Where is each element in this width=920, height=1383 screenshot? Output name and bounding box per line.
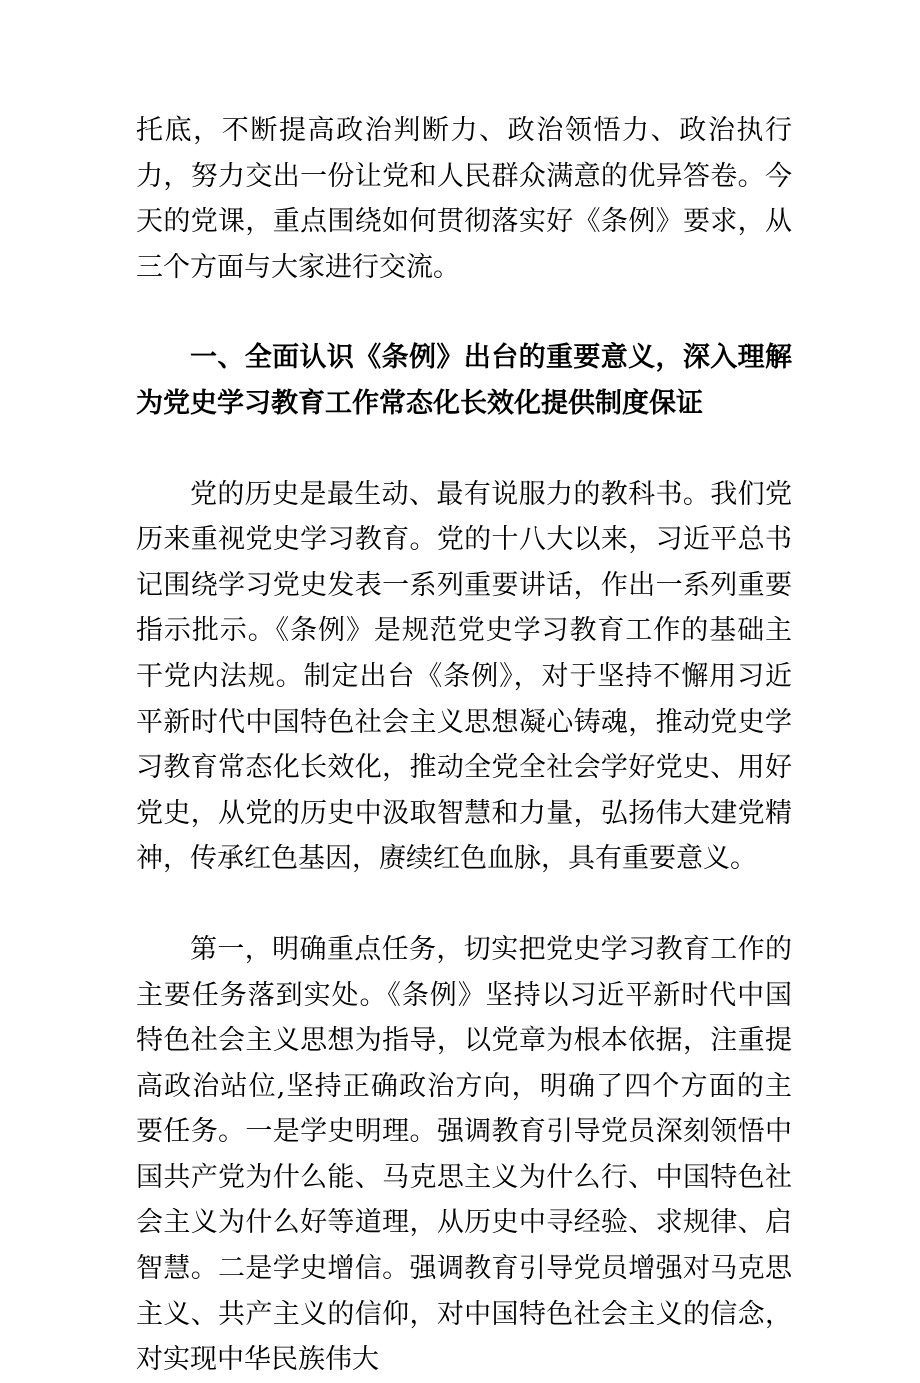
section-heading: 一、全面认识《条例》出台的重要意义，深入理解为党史学习教育工作常态化长效化提供制度保证 — [136, 342, 792, 419]
document-page — [136, 108, 792, 1383]
body-paragraph: 党的历史是最生动、最有说服力的教科书。我们党历来重视党史学习教育。党的十八大以来，习近平总书记围绕学习党史发表一系列重要讲话，作出一系列重要指示批示。《条例》是规范党史学习教育工作的基础主干党内法规。制定出台《条例》，对于坚持不懈用习近平新时代中国特色社会主义思想凝心铸魂，推动党史学习教育常态化长效化，推动全党全社会学好党史、用好党史，从党的历史中汲取智慧和力量，弘扬伟大建党精神，传承红色基因，赓续红色血脉，具有重要意义。 — [136, 478, 792, 875]
body-paragraph: 托底，不断提高政治判断力、政治领悟力、政治执行力，努力交出一份让党和人民群众满意的优异答卷。今天的党课，重点围绕如何贯彻落实好《条例》要求，从三个方面与大家进行交流。 — [136, 115, 792, 283]
body-paragraph: 第一，明确重点任务，切实把党史学习教育工作的主要任务落到实处。《条例》坚持以习近平新时代中国特色社会主义思想为指导，以党章为根本依据，注重提高政治站位,坚持正确政治方向，明确了四个方面的主要任务。一是学史明理。强调教育引导党员深刻领悟中国共产党为什么能、马克思主义为什么行、中国特色社会主义为什么好等道理，从历史中寻经验、求规律、启智慧。二是学史增信。强调教育引导党员增强对马克思主义、共产主义的信仰，对中国特色社会主义的信念，对实现中华民族伟大 — [136, 933, 792, 1376]
